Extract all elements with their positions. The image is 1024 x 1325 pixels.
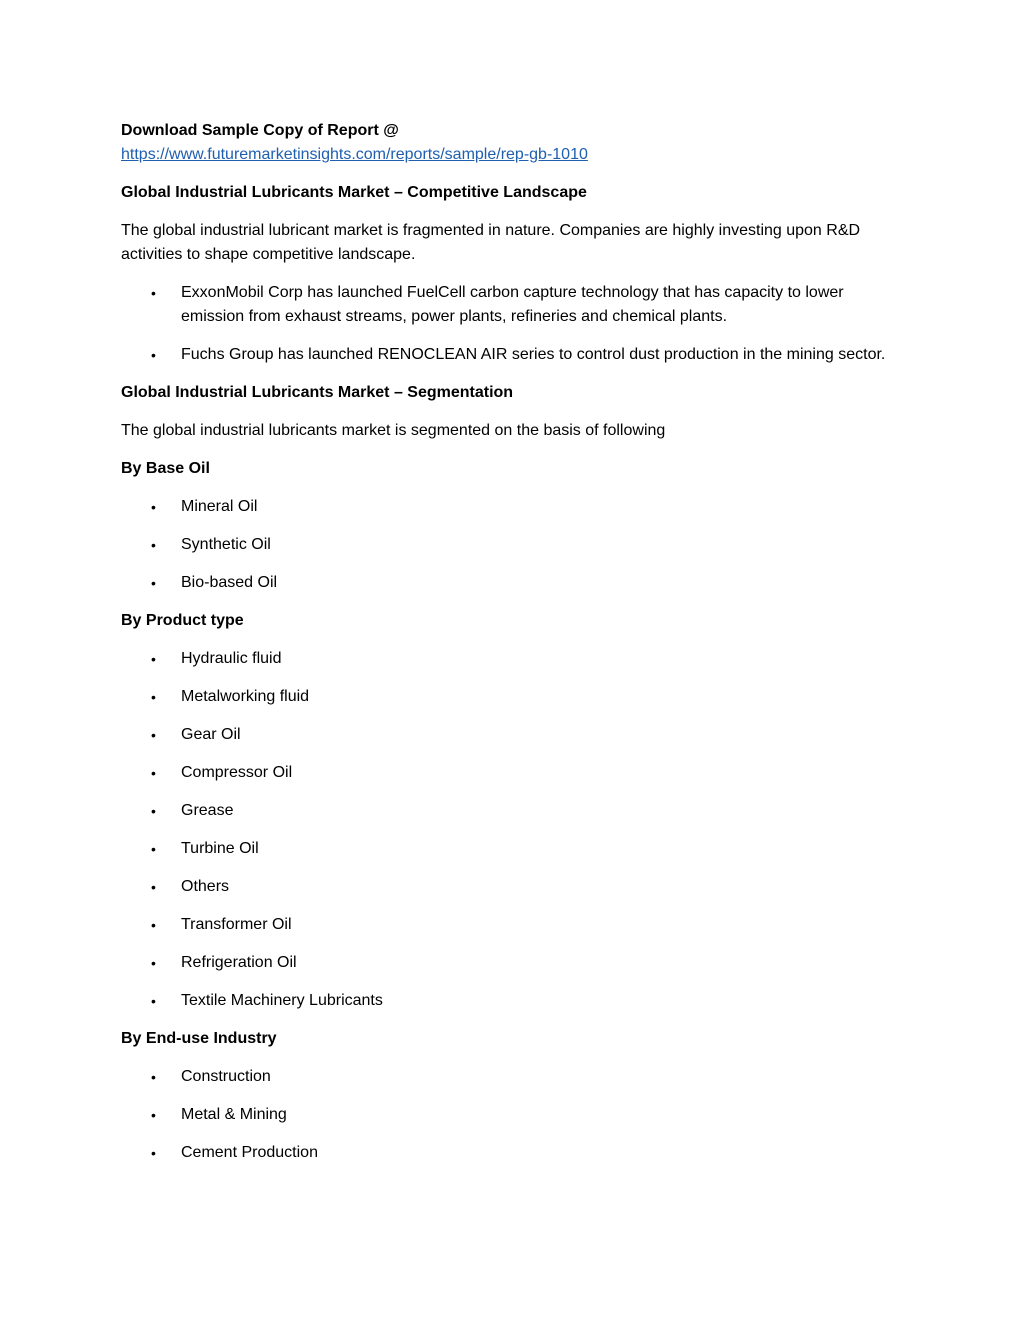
bullet-icon: • <box>151 689 156 705</box>
sample-report-link[interactable]: https://www.futuremarketinsights.com/reports/sample/rep-gb-1010 <box>121 146 588 163</box>
bullet-icon: • <box>151 917 156 933</box>
bullet-icon: • <box>151 499 156 515</box>
list-item: • Mineral Oil <box>121 495 911 519</box>
bullet-icon: • <box>151 727 156 743</box>
product-type-heading: By Product type <box>121 612 244 629</box>
list-item: • Bio-based Oil <box>121 571 911 595</box>
bullet-icon: • <box>151 765 156 781</box>
list-item: • Cement Production <box>121 1141 911 1165</box>
bullet-icon: • <box>151 651 156 667</box>
bullet-icon: • <box>151 1069 156 1085</box>
list-item: • Grease <box>121 799 911 823</box>
bullet-icon: • <box>151 841 156 857</box>
list-item: • Gear Oil <box>121 723 911 747</box>
competitive-intro-paragraph: The global industrial lubricant market is fragmented in nature. Companies are highly investing upon R&D activities to shape competitive landscape. <box>121 222 861 263</box>
document-page <box>121 119 911 1165</box>
bullet-icon: • <box>151 1145 156 1161</box>
list-item: • Metal & Mining <box>121 1103 911 1127</box>
bullet-icon: • <box>151 879 156 895</box>
list-item: • Refrigeration Oil <box>121 951 911 975</box>
bullet-icon: • <box>151 1107 156 1123</box>
base-oil-heading: By Base Oil <box>121 460 210 477</box>
end-use-list <box>121 1065 911 1165</box>
competitive-landscape-heading: Global Industrial Lubricants Market – Competitive Landscape <box>121 184 587 201</box>
list-item: • Synthetic Oil <box>121 533 911 557</box>
bullet-icon: • <box>151 537 156 553</box>
segmentation-intro-paragraph: The global industrial lubricants market is segmented on the basis of following <box>121 422 666 439</box>
list-item: • Others <box>121 875 911 899</box>
bullet-icon: • <box>151 993 156 1009</box>
list-item: • ExxonMobil Corp has launched FuelCell carbon capture technology that has capacity to lower emission from exhaust streams, power plants, refineries and chemical plants. <box>121 281 911 329</box>
list-item: • Hydraulic fluid <box>121 647 911 671</box>
segmentation-heading: Global Industrial Lubricants Market – Segmentation <box>121 384 514 401</box>
bullet-icon: • <box>151 955 156 971</box>
bullet-icon: • <box>151 803 156 819</box>
list-item: • Construction <box>121 1065 911 1089</box>
list-item: • Fuchs Group has launched RENOCLEAN AIR series to control dust production in the mining sector. <box>121 343 911 367</box>
base-oil-list <box>121 495 911 595</box>
bullet-icon: • <box>151 347 156 363</box>
list-item: • Metalworking fluid <box>121 685 911 709</box>
list-item: • Transformer Oil <box>121 913 911 937</box>
bullet-icon: • <box>151 285 156 301</box>
competitive-list <box>121 281 911 367</box>
list-item: • Turbine Oil <box>121 837 911 861</box>
list-item: • Compressor Oil <box>121 761 911 785</box>
end-use-heading: By End-use Industry <box>121 1030 277 1047</box>
bullet-icon: • <box>151 575 156 591</box>
download-label: Download Sample Copy of Report @ <box>121 122 399 139</box>
product-type-list <box>121 647 911 1013</box>
list-item: • Textile Machinery Lubricants <box>121 989 911 1013</box>
